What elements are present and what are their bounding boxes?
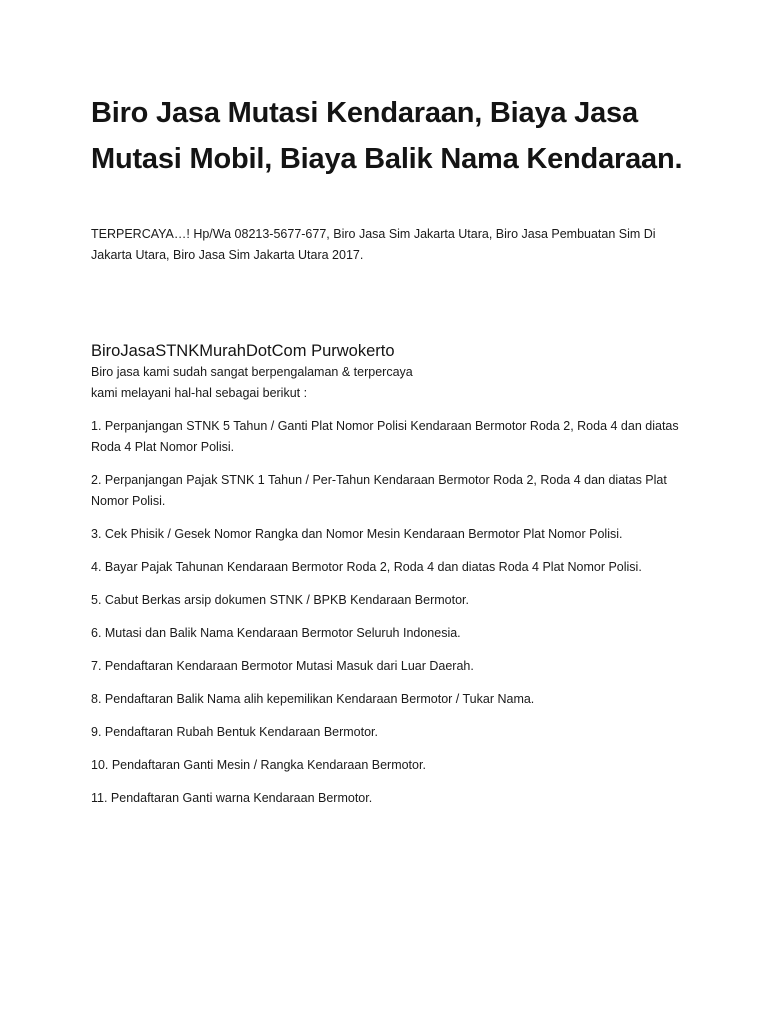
list-item: 6. Mutasi dan Balik Nama Kendaraan Bermotor Seluruh Indonesia.	[91, 626, 461, 640]
service-list	[91, 416, 691, 809]
list-item: 7. Pendaftaran Kendaraan Bermotor Mutasi Masuk dari Luar Daerah.	[91, 659, 474, 673]
intro-paragraph: TERPERCAYA…! Hp/Wa 08213-5677-677, Biro Jasa Sim Jakarta Utara, Biro Jasa Pembuatan Sim Di Jakarta Utara, Biro Jasa Sim Jakarta Utara 2017.	[91, 227, 656, 262]
list-item: 11. Pendaftaran Ganti warna Kendaraan Bermotor.	[91, 791, 373, 805]
document-content	[91, 90, 691, 821]
list-item: 2. Perpanjangan Pajak STNK 1 Tahun / Per-Tahun Kendaraan Bermotor Roda 2, Roda 4 dan diatas Plat Nomor Polisi.	[91, 473, 667, 508]
list-item: 10. Pendaftaran Ganti Mesin / Rangka Kendaraan Bermotor.	[91, 758, 426, 772]
list-item: 3. Cek Phisik / Gesek Nomor Rangka dan Nomor Mesin Kendaraan Bermotor Plat Nomor Polisi.	[91, 527, 623, 541]
list-item: 4. Bayar Pajak Tahunan Kendaraan Bermotor Roda 2, Roda 4 dan diatas Roda 4 Plat Nomor Polisi.	[91, 560, 642, 574]
section-heading: BiroJasaSTNKMurahDotCom Purwokerto	[91, 342, 395, 360]
lead-line-experience: Biro jasa kami sudah sangat berpengalaman & terpercaya	[91, 365, 413, 379]
list-item: 5. Cabut Berkas arsip dokumen STNK / BPKB Kendaraan Bermotor.	[91, 593, 469, 607]
list-item: 9. Pendaftaran Rubah Bentuk Kendaraan Bermotor.	[91, 725, 378, 739]
list-item: 8. Pendaftaran Balik Nama alih kepemilikan Kendaraan Bermotor / Tukar Nama.	[91, 692, 535, 706]
document-title: Biro Jasa Mutasi Kendaraan, Biaya Jasa Mutasi Mobil, Biaya Balik Nama Kendaraan.	[91, 97, 683, 175]
lead-line-services-intro: kami melayani hal-hal sebagai berikut :	[91, 386, 308, 400]
list-item: 1. Perpanjangan STNK 5 Tahun / Ganti Plat Nomor Polisi Kendaraan Bermotor Roda 2, Roda 4 dan diatas Roda 4 Plat Nomor Polisi.	[91, 419, 679, 454]
